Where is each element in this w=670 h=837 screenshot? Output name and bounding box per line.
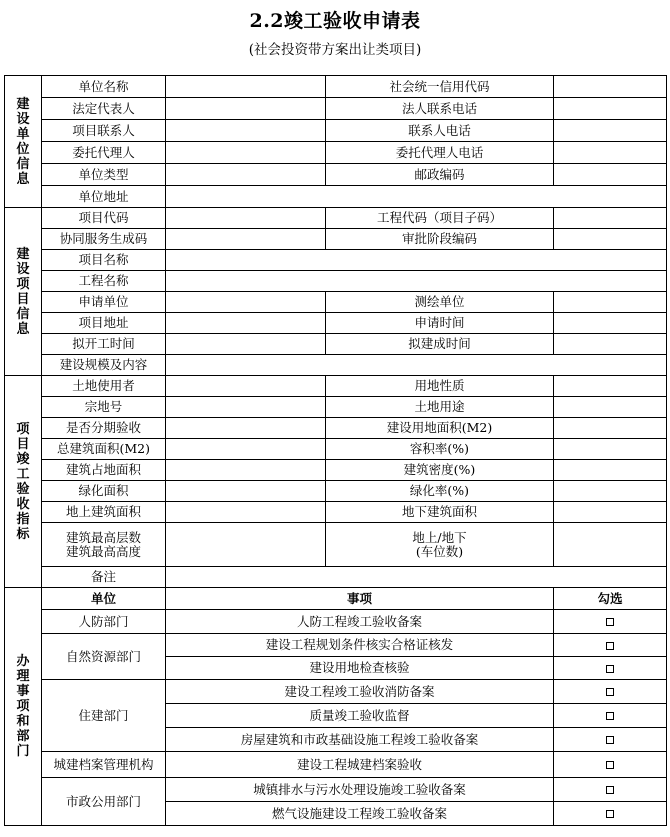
label-plot-ratio: 容积率(%) [326, 439, 554, 460]
label-engineering-name: 工程名称 [42, 271, 166, 292]
field-scale-content[interactable] [166, 355, 667, 376]
form-title: 2.2竣工验收申请表 [249, 10, 421, 32]
label-green-area: 绿化面积 [42, 481, 166, 502]
item-archives-acceptance: 建设工程城建档案验收 [166, 752, 554, 778]
label-above-ground-area: 地上建筑面积 [42, 502, 166, 523]
checkbox-icon[interactable] [606, 712, 614, 720]
application-form-table [4, 75, 667, 826]
checkbox-icon[interactable] [606, 761, 614, 769]
label-land-user: 土地使用者 [42, 376, 166, 397]
field-legal-phone[interactable] [554, 98, 667, 120]
checkbox-icon[interactable] [606, 665, 614, 673]
label-postal-code: 邮政编码 [326, 164, 554, 186]
item-land-inspection: 建设用地检查核验 [166, 657, 554, 680]
field-total-floor-area[interactable] [166, 439, 326, 460]
label-parking: 地上/地下 (车位数) [326, 523, 554, 567]
checkbox-civil-defense-filing[interactable] [554, 610, 667, 634]
field-postal-code[interactable] [554, 164, 667, 186]
field-engineering-name[interactable] [166, 271, 667, 292]
field-phased-acceptance[interactable] [166, 418, 326, 439]
item-gas-filing: 燃气设施建设工程竣工验收备案 [166, 802, 554, 826]
field-project-name[interactable] [166, 250, 667, 271]
field-remarks[interactable] [166, 567, 667, 588]
field-collab-code[interactable] [166, 229, 326, 250]
label-land-use: 土地用途 [326, 397, 554, 418]
field-unit-name[interactable] [166, 76, 326, 98]
label-project-code: 项目代码 [42, 208, 166, 229]
dept-housing-construction: 住建部门 [42, 680, 166, 752]
field-footprint-area[interactable] [166, 460, 326, 481]
field-above-ground-area[interactable] [166, 502, 326, 523]
label-start-time: 拟开工时间 [42, 334, 166, 355]
checkbox-fire-filing[interactable] [554, 680, 667, 704]
field-contact-phone[interactable] [554, 120, 667, 142]
field-land-nature[interactable] [554, 376, 667, 397]
dept-municipal-utilities: 市政公用部门 [42, 778, 166, 826]
field-applicant[interactable] [166, 292, 326, 313]
checkbox-archives-acceptance[interactable] [554, 752, 667, 778]
label-building-density: 建筑密度(%) [326, 460, 554, 481]
checkbox-planning-verification[interactable] [554, 634, 667, 657]
label-agent-phone: 委托代理人电话 [326, 142, 554, 164]
label-contact-phone: 联系人电话 [326, 120, 554, 142]
label-approval-stage-code: 审批阶段编码 [326, 229, 554, 250]
checkbox-icon[interactable] [606, 810, 614, 818]
label-legal-phone: 法人联系电话 [326, 98, 554, 120]
header-check: 勾选 [554, 588, 667, 610]
label-land-nature: 用地性质 [326, 376, 554, 397]
label-max-floors-height: 建筑最高层数 建筑最高高度 [42, 523, 166, 567]
dept-civil-defense: 人防部门 [42, 610, 166, 634]
section-departments: 办理事项和部门 [5, 588, 42, 826]
field-land-area[interactable] [554, 418, 667, 439]
header-item: 事项 [166, 588, 554, 610]
section-acceptance-indicators: 项目竣工验收指标 [5, 376, 42, 588]
field-project-code[interactable] [166, 208, 326, 229]
label-unit-address: 单位地址 [42, 186, 166, 208]
field-agent[interactable] [166, 142, 326, 164]
field-parcel-no[interactable] [166, 397, 326, 418]
field-survey-unit[interactable] [554, 292, 667, 313]
header-unit: 单位 [42, 588, 166, 610]
label-parcel-no: 宗地号 [42, 397, 166, 418]
label-land-area: 建设用地面积(M2) [326, 418, 554, 439]
field-engineering-code[interactable] [554, 208, 667, 229]
field-land-user[interactable] [166, 376, 326, 397]
field-approval-stage-code[interactable] [554, 229, 667, 250]
field-land-use[interactable] [554, 397, 667, 418]
label-project-address: 项目地址 [42, 313, 166, 334]
field-apply-time[interactable] [554, 313, 667, 334]
checkbox-building-filing[interactable] [554, 728, 667, 752]
field-max-floors-height[interactable] [166, 523, 326, 567]
checkbox-icon[interactable] [606, 786, 614, 794]
label-scale-content: 建设规模及内容 [42, 355, 166, 376]
field-plot-ratio[interactable] [554, 439, 667, 460]
checkbox-quality-supervision[interactable] [554, 704, 667, 728]
label-legal-rep: 法定代表人 [42, 98, 166, 120]
section-project-info: 建设项目信息 [5, 208, 42, 376]
field-agent-phone[interactable] [554, 142, 667, 164]
field-building-density[interactable] [554, 460, 667, 481]
label-footprint-area: 建筑占地面积 [42, 460, 166, 481]
field-green-rate[interactable] [554, 481, 667, 502]
dept-natural-resources: 自然资源部门 [42, 634, 166, 680]
label-underground-area: 地下建筑面积 [326, 502, 554, 523]
item-building-filing: 房屋建筑和市政基础设施工程竣工验收备案 [166, 728, 554, 752]
label-survey-unit: 测绘单位 [326, 292, 554, 313]
section-unit-info: 建设单位信息 [5, 76, 42, 208]
label-unit-name: 单位名称 [42, 76, 166, 98]
field-start-time[interactable] [166, 334, 326, 355]
field-underground-area[interactable] [554, 502, 667, 523]
field-parking[interactable] [554, 523, 667, 567]
label-phased-acceptance: 是否分期验收 [42, 418, 166, 439]
label-project-name: 项目名称 [42, 250, 166, 271]
checkbox-icon[interactable] [606, 642, 614, 650]
field-credit-code[interactable] [554, 76, 667, 98]
checkbox-land-inspection[interactable] [554, 657, 667, 680]
label-credit-code: 社会统一信用代码 [326, 76, 554, 98]
label-collab-code: 协同服务生成码 [42, 229, 166, 250]
checkbox-icon[interactable] [606, 618, 614, 626]
field-unit-address[interactable] [166, 186, 667, 208]
field-unit-type[interactable] [166, 164, 326, 186]
checkbox-icon[interactable] [606, 688, 614, 696]
item-civil-defense-filing: 人防工程竣工验收备案 [166, 610, 554, 634]
label-agent: 委托代理人 [42, 142, 166, 164]
item-quality-supervision: 质量竣工验收监督 [166, 704, 554, 728]
field-legal-rep[interactable] [166, 98, 326, 120]
field-green-area[interactable] [166, 481, 326, 502]
item-planning-verification: 建设工程规划条件核实合格证核发 [166, 634, 554, 657]
label-engineering-code: 工程代码（项目子码） [326, 208, 554, 229]
checkbox-drainage-filing[interactable] [554, 778, 667, 802]
checkbox-icon[interactable] [606, 736, 614, 744]
item-fire-filing: 建设工程竣工验收消防备案 [166, 680, 554, 704]
label-project-contact: 项目联系人 [42, 120, 166, 142]
label-total-floor-area: 总建筑面积(M2) [42, 439, 166, 460]
label-unit-type: 单位类型 [42, 164, 166, 186]
field-project-address[interactable] [166, 313, 326, 334]
checkbox-gas-filing[interactable] [554, 802, 667, 826]
label-apply-time: 申请时间 [326, 313, 554, 334]
field-finish-time[interactable] [554, 334, 667, 355]
label-green-rate: 绿化率(%) [326, 481, 554, 502]
field-project-contact[interactable] [166, 120, 326, 142]
dept-urban-archives: 城建档案管理机构 [42, 752, 166, 778]
item-drainage-filing: 城镇排水与污水处理设施竣工验收备案 [166, 778, 554, 802]
form-subtitle: (社会投资带方案出让类项目) [248, 42, 422, 58]
label-remarks: 备注 [42, 567, 166, 588]
label-applicant: 申请单位 [42, 292, 166, 313]
label-finish-time: 拟建成时间 [326, 334, 554, 355]
